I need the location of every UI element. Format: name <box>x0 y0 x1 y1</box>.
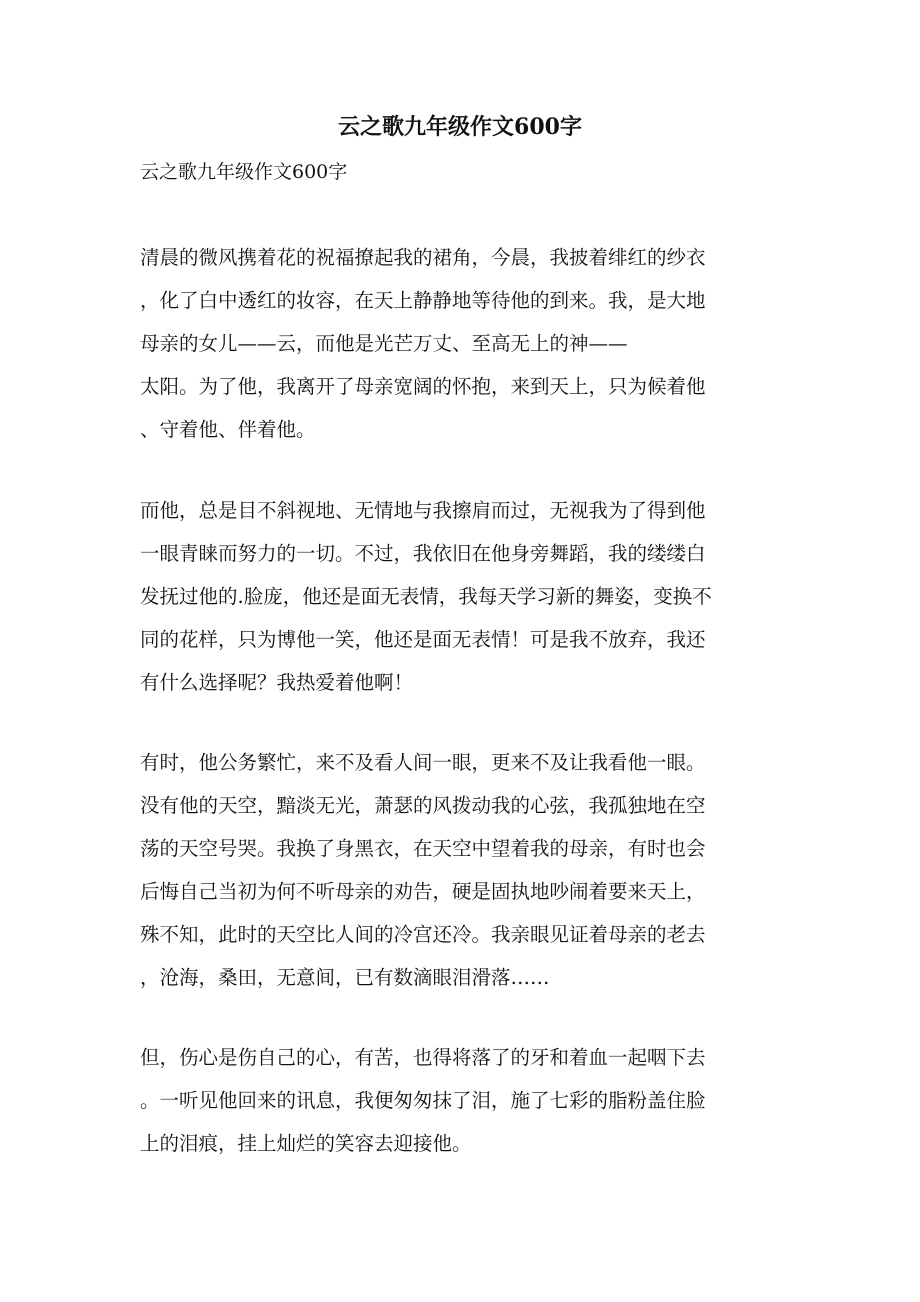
paragraph-line: 母亲的女儿——云，而他是光芒万丈、至高无上的神—— <box>140 332 628 355</box>
paragraph-line: 荡的天空号哭。我换了身黑衣，在天空中望着我的母亲，有时也会 <box>140 837 706 860</box>
paragraph-line: 发抚过他的.脸庞，他还是面无表情，我每天学习新的舞姿，变换不 <box>140 585 712 608</box>
paragraph-line: 而他，总是目不斜视地、无情地与我擦肩而过，无视我为了得到他 <box>140 499 706 522</box>
paragraph-line: ，化了白中透红的妆容，在天上静静地等待他的到来。我，是大地 <box>140 289 706 312</box>
paragraph-line: 。一听见他回来的讯息，我便匆匆抹了泪，施了七彩的脂粉盖住脸 <box>140 1089 706 1112</box>
paragraph-2 <box>140 489 790 704</box>
paragraph-line: 后悔自己当初为何不听母亲的劝告，硬是固执地吵闹着要来天上， <box>140 880 706 903</box>
paragraph-line: 清晨的微风携着花的祝福撩起我的裙角，今晨，我披着绯红的纱衣 <box>140 246 706 269</box>
paragraph-line: 有时，他公务繁忙，来不及看人间一眼，更来不及让我看他一眼。 <box>140 751 706 774</box>
paragraph-line: 殊不知，此时的天空比人间的冷宫还冷。我亲眼见证着母亲的老去 <box>140 923 706 946</box>
paragraph-line: 没有他的天空，黯淡无光，萧瑟的风拨动我的心弦，我孤独地在空 <box>140 794 706 817</box>
paragraph-line: ，沧海，桑田，无意间，已有数滴眼泪滑落…… <box>140 966 550 989</box>
paragraph-1 <box>140 236 790 451</box>
paragraph-line: 太阳。为了他，我离开了母亲宽阔的怀抱，来到天上，只为候着他 <box>140 375 706 398</box>
page-subtitle: 云之歌九年级作文600字 <box>140 161 348 183</box>
paragraph-line: 一眼青睐而努力的一切。不过，我依旧在他身旁舞蹈，我的缕缕白 <box>140 542 706 565</box>
paragraph-4 <box>140 1036 790 1165</box>
paragraph-line: 同的花样，只为博他一笑，他还是面无表情！可是我不放弃，我还 <box>140 628 706 651</box>
paragraph-3 <box>140 741 790 999</box>
paragraph-line: 上的泪痕，挂上灿烂的笑容去迎接他。 <box>140 1132 472 1155</box>
paragraph-line: 但，伤心是伤自己的心，有苦，也得将落了的牙和着血一起咽下去 <box>140 1046 706 1069</box>
paragraph-line: 、守着他、伴着他。 <box>140 418 316 441</box>
paragraph-line: 有什么选择呢？我热爱着他啊！ <box>140 671 414 694</box>
page-title: 云之歌九年级作文600字 <box>338 114 582 140</box>
